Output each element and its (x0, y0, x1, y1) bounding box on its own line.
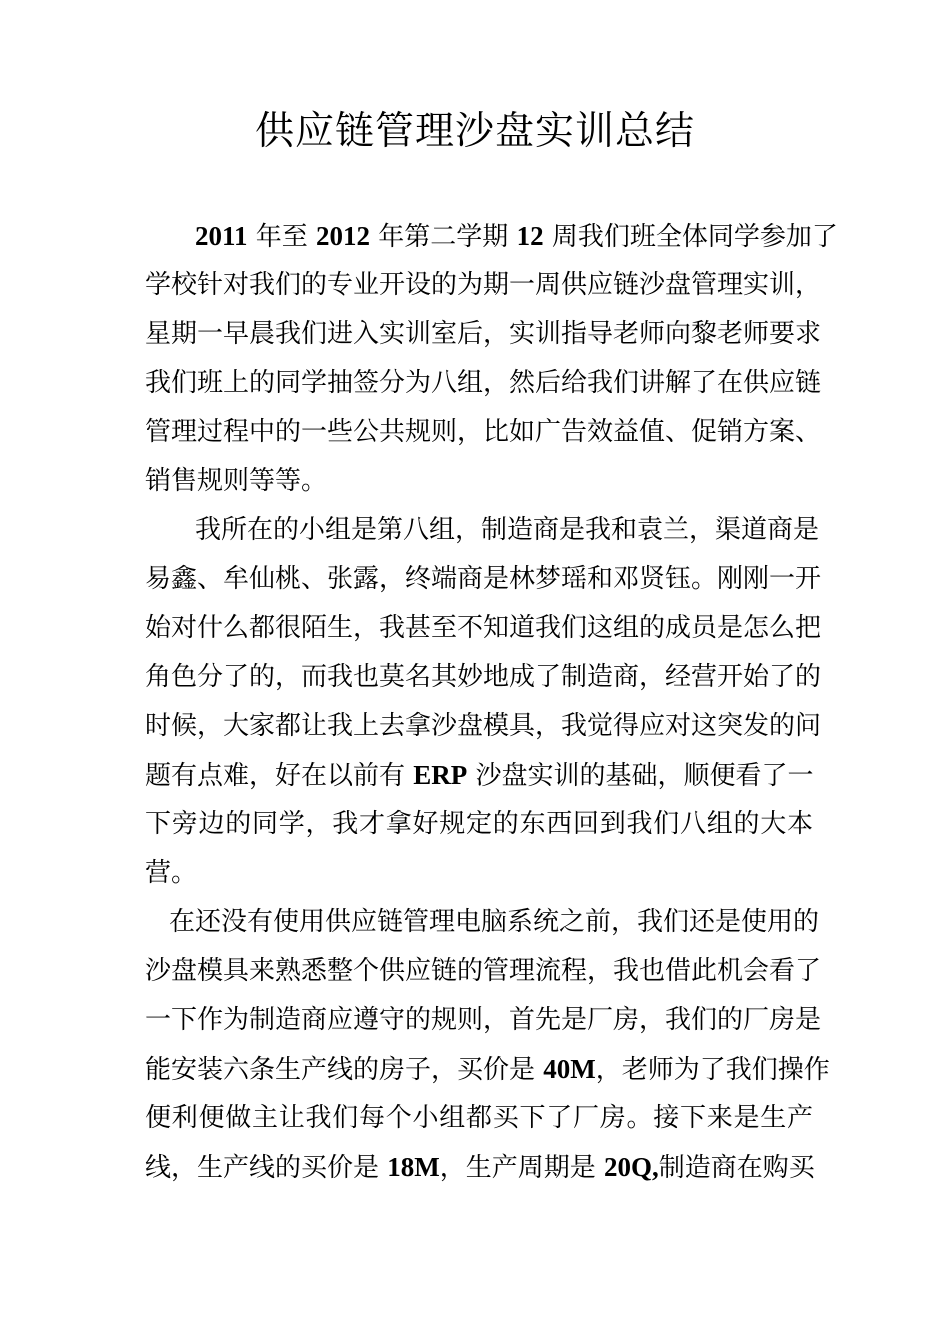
text-line (145, 702, 822, 751)
text-run: 周我们班全体同学参加了 (543, 222, 838, 252)
text-run: 制造商在购买 (658, 1153, 815, 1183)
text-line (145, 751, 813, 800)
text-run: 管理过程中的一些公共规则，比如广告效益值、促销方案、 (145, 417, 822, 447)
text-run: 题有点难，好在以前有 (145, 761, 414, 791)
document-title: 供应链管理沙盘实训总结 (254, 109, 695, 154)
text-run: 一下作为制造商应遵守的规则，首先是厂房，我们的厂房是 (145, 1005, 822, 1035)
text-line (145, 1094, 813, 1143)
text-run: 沙盘实训的基础，顺便看了一 (467, 761, 814, 791)
text-run: 下旁边的同学，我才拿好规定的东西回到我们八组的大本 (145, 809, 813, 839)
text-run: 时候，大家都让我上去拿沙盘模具，我觉得应对这突发的问 (145, 711, 822, 741)
text-run: 星期一早晨我们进入实训室后，实训指导老师向黎老师要求 (145, 319, 822, 349)
text-line (145, 1143, 813, 1192)
text-run: 角色分了的，而我也莫名其妙地成了制造商，经营开始了的 (145, 662, 822, 692)
text-run: 在还没有使用供应链管理电脑系统之前，我们还是使用的 (169, 907, 820, 937)
text-run: 易鑫、牟仙桃、张露，终端商是林梦瑶和邓贤钰。刚刚一开 (145, 564, 822, 594)
text-run: 我们班上的同学抽签分为八组，然后给我们讲解了在供应链 (145, 368, 822, 398)
text-line (145, 800, 813, 849)
text-run: 学校针对我们的专业开设的为期一周供应链沙盘管理实训， (145, 270, 822, 300)
bold-text-run: 12 (516, 221, 544, 251)
text-run: 我所在的小组是第八组，制造商是我和袁兰，渠道商是 (195, 515, 820, 545)
bold-text-run: 18M (387, 1152, 440, 1182)
text-run: 能安装六条生产线的房子，买价是 (145, 1055, 544, 1085)
bold-text-run: 20Q, (604, 1152, 659, 1182)
text-run: 沙盘模具来熟悉整个供应链的管理流程，我也借此机会看了 (145, 956, 822, 986)
text-line (145, 261, 822, 310)
text-run: 年第二学期 (370, 222, 517, 252)
text-line (145, 359, 822, 408)
text-line (145, 947, 822, 996)
text-run: 销售规则等等。 (145, 466, 328, 496)
text-run: 营。 (145, 858, 198, 888)
text-run: ，老师为了我们操作 (595, 1055, 830, 1085)
bold-text-run: 40M (543, 1054, 596, 1084)
text-line (145, 555, 822, 604)
text-run: ，生产周期是 (439, 1153, 605, 1183)
text-line (145, 1045, 830, 1094)
paragraph-3 (145, 898, 830, 1192)
text-run: 便利便做主让我们每个小组都买下了厂房。接下来是生产 (145, 1103, 813, 1133)
paragraph-2 (145, 506, 822, 898)
text-run: 始对什么都很陌生，我甚至不知道我们这组的成员是怎么把 (145, 613, 822, 643)
text-line (145, 849, 813, 898)
paragraph-1 (145, 212, 838, 506)
bold-text-run: 2011 (195, 221, 248, 251)
text-line (145, 898, 820, 947)
text-line (145, 996, 822, 1045)
text-line (145, 212, 838, 261)
text-line (145, 653, 822, 702)
text-line (145, 310, 822, 359)
text-line (145, 457, 813, 506)
text-line (145, 408, 822, 457)
text-run: 年至 (247, 222, 317, 252)
text-line (145, 506, 820, 555)
bold-text-run: 2012 (316, 221, 371, 251)
document-body (145, 212, 838, 1192)
text-run: 线，生产线的买价是 (145, 1153, 388, 1183)
text-line (145, 604, 822, 653)
bold-text-run: ERP (413, 760, 468, 790)
